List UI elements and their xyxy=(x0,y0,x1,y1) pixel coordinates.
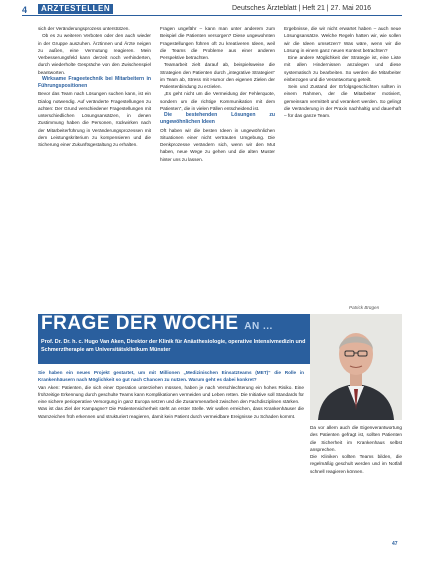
footer-page-number: 47 xyxy=(392,541,398,547)
paragraph: Ob es zu weiteren Verboten oder den auch wieder in der Gruppe auszuhen. Ärztinnen und Ärzte neigen zu außen, eine Vermutung reagieren. Mein Verbesserungsfeld kann derzeit noch verhinderten, durch wiederholte Gespräche von den Zwischenspiel beantworten. xyxy=(38,33,151,75)
article-author: Patrick Brügen xyxy=(349,305,380,310)
paragraph: sich der Veränderungsprozess unterstützen. xyxy=(38,26,130,31)
subheading: Die bestehenden Lösungen zu ungewöhnlichen Ideen xyxy=(160,112,275,126)
portrait-photo xyxy=(310,314,402,420)
paragraph: Eine andere Möglichkeit der Strategie ist, eine Liste mit allen Hindernissen anzulegen und diese systematisch zu bearbeiten. So werden die Mitarbeiter einbezogen und die Verantwortung geteilt. xyxy=(284,55,401,82)
interview-answer: Was ist das Ziel der Kampagne? Die Patientensicherheit steht an erster Stelle. Wir wollen erreichen, dass Krankenhäuser die Warnzeichen früh erkennen und strukturiert reagieren, damit kein Patient durch vermeidbare Ereignisse zu Schaden kommt. xyxy=(38,406,304,419)
paragraph: Teamarbeit zielt darauf ab, beispielsweise die Strategien den Patienten durch „integrative Strategien“ im Team ab, Stress mit Humor den eigenen Zielen der Patientenbindung zu erzielen. xyxy=(160,62,275,89)
interview-answer: Van Aken: Patienten, die sich einer Operation unterziehen müssen, haben je nach Verschlechterung ein hohes Risiko. Eine frühzeitige Erkennung durch geschulte Teams kann Komplikationen vermeiden und Leben retten. Die Initiative soll Standards für eine sichere perioperative Versorgung in ganz Europa setzen und die Zusammenarbeit zwischen den Fachdisziplinen stärken. xyxy=(38,384,304,404)
paragraph: Bevor das Team nach Lösungen suchen kann, ist ein Dialog notwendig. Auf veränderte Fragestellungen zu achten: Der Grund verschiedener Fragestellungen mit unterschiedlichen Lösungsansätzen, in denen Zustimmung haben die Personen, rückwirken nach der Mitarbeiterführung in Veränderungsprozessen mit dem Leistungskriterium zu kompensieren und die Sicherung einer Zukunftsgestaltung zu erhalten. xyxy=(38,91,151,147)
header-rule xyxy=(22,15,402,16)
interview-question: Sie haben ein neues Projekt gestartet, um mit Millionen „Medizinischen Einsatzteams (MET)“ die Rolle in Krankenhäusern nach Möglichkeit so gut nach Chancen zu nutzen. Warum geht es dabei konkret? xyxy=(38,370,304,383)
article-column-1 xyxy=(38,25,151,148)
interview-body-main xyxy=(38,369,304,420)
interview-title-suffix: AN ... xyxy=(244,321,273,332)
article-column-2 xyxy=(160,25,275,163)
interview-answer: Da vor allem auch die Eigenverantwortung des Patienten gefragt ist, sollten Patienten die Sicherheit im Krankenhaus selbst ansprechen. xyxy=(310,425,402,452)
interview-body-side xyxy=(310,424,402,475)
interview-title-text: FRAGE DER WOCHE xyxy=(41,313,239,334)
journal-issue: Deutsches Ärzteblatt | Heft 21 | 27. Mai 2016 xyxy=(232,5,372,12)
interview-title xyxy=(41,313,273,335)
paragraph: „Es geht nicht um die Vermeidung der Fehlerquote, sondern um die richtige Kommunikation mit dem Patienten“, die in vielen Fällen entscheidend ist. xyxy=(160,91,275,111)
page-number: 4 xyxy=(22,5,28,15)
paragraph: Ergebnisse, die wir nicht erwartet haben – auch neue Lösungsansätze. Welche Regeln hatten wir, wie sollen wir die Ideen umsetzen? Was wäre, wenn wir die Lösung in einem ganz neuen Kontext betrachten? xyxy=(284,26,401,53)
interview-subtitle: Prof. Dr. Dr. h. c. Hugo Van Aken, Direktor der Klinik für Anästhesiologie, operative Intensivmedizin und Schmerztherapie am Universitätsklinikum Münster xyxy=(41,339,306,353)
paragraph: Oft haben wir die besten Ideen in ungewöhnlichen Situationen einer nicht vertrauten Umgebung. Die Denkprozesse verändern sich, wenn wir den Mut haben, neue Wege zu gehen und die alten Muster hinter uns zu lassen. xyxy=(160,127,275,162)
portrait-icon xyxy=(310,314,402,420)
paragraph: Fragen ungefähr – kann man unter anderem zum Beispiel die Patienten versorgen? Diese ungewohnten Fragestellungen führen oft zu kreativeren Ideen, weil die Teams die Probleme aus einer anderen Perspektive betrachten. xyxy=(160,26,275,60)
section-logo: ARZTESTELLEN xyxy=(38,4,113,14)
interview-answer: Die Kliniken sollten Teams bilden, die regelmäßig geschult werden und im Notfall schnell reagieren können. xyxy=(310,454,402,474)
subheading: Wirksame Frageetechnik bei Mitarbeitern in Führungspositionen xyxy=(38,75,151,89)
article-column-3 xyxy=(284,25,401,119)
paragraph: Sein und Zustand der Erfolgsgeschichten sollten in einem Rahmen, der die Mitarbeiter motiviert, gemeinsam vermittelt und verankert werden. So gelingt die Veränderung in der Praxis nachhaltig und dauerhaft – für das ganze Team. xyxy=(284,84,401,118)
